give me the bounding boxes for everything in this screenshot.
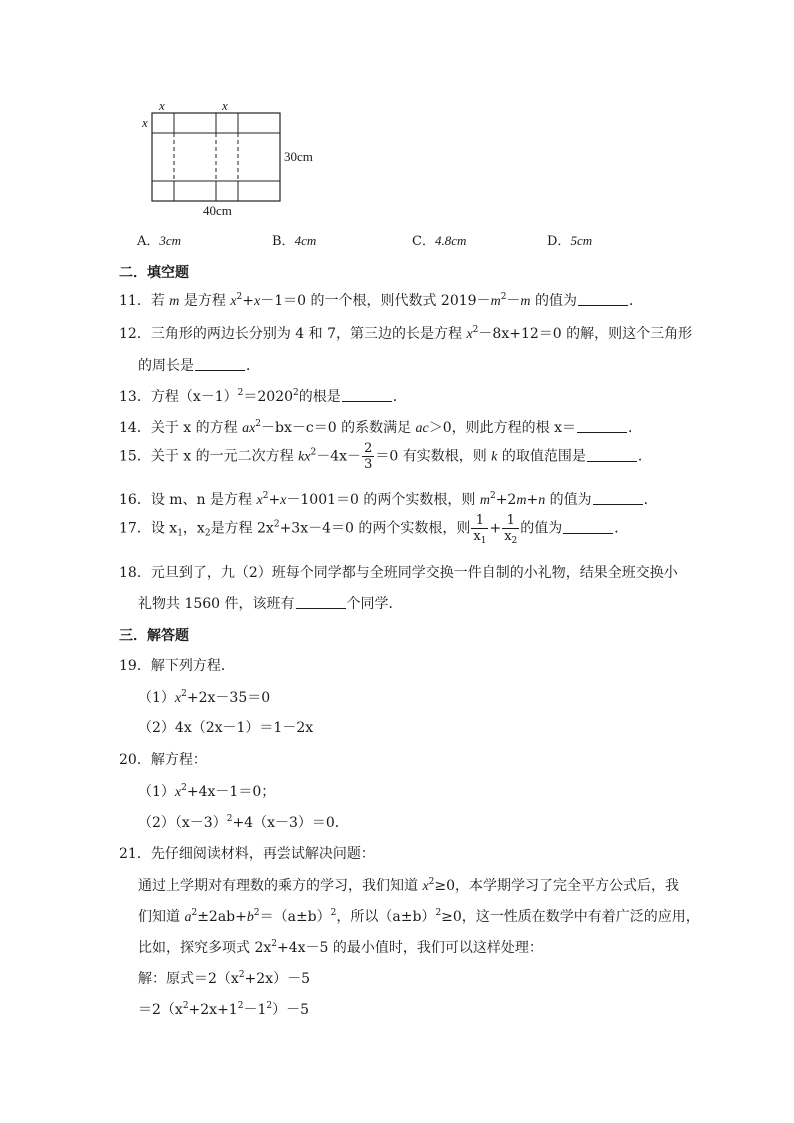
option-d: D．5cm (547, 233, 593, 249)
side-x-label: x (142, 115, 148, 130)
question-18: 18．元旦到了，九（2）班每个同学都与全班同学交换一件自制的小礼物，结果全班交换小 (119, 565, 678, 581)
answer-blank (587, 449, 637, 462)
question-21-line4: 解：原式$=2(x^2+2x)-5$ (138, 970, 310, 987)
answer-blank (577, 420, 627, 433)
question-18-line2: 礼物共 1560 件，该班有 个同学． (138, 596, 403, 612)
section-solve-heading: 三．解答题 (119, 628, 189, 644)
question-12: 12．三角形的两边长分别为 4 和 7，第三边的长是方程 $x^2-8x+12=0$ 的解，则这个三角形 (119, 325, 693, 342)
question-20-part1: $(1)x^2+4x-1=0$； (138, 783, 276, 800)
option-a: A．3cm (137, 233, 182, 249)
question-21-line1: 通过上学期对有理数的乘方的学习，我们知道 $x^2\ge 0$，本学期学习了完全平方公式后，我 (138, 877, 680, 894)
top-x-label-left: x (159, 98, 165, 113)
question-15: 15．关于 x 的一元二次方程 $kx^2-4x-$ $\frac{2}{3}$ ＝0 有实数根，则 k 的取值范围是 ． (119, 441, 652, 472)
section-fill-heading: 二．填空题 (119, 265, 189, 281)
answer-blank (578, 293, 628, 306)
fraction-1-over-x2: $\frac{1}{x_2}$ (504, 513, 518, 546)
question-17: 17．设 $x_1$，$x_2$是方程 $2x^2+3x-4=0$ 的两个实数根，则 $\frac{1}{x_1}$ + $\frac{1}{x_2}$ 的值为 ． (119, 513, 629, 546)
fraction-2-3: $\frac{2}{3}$ (364, 441, 373, 472)
height-label: 30cm (284, 149, 313, 164)
question-13: 13．方程$(x-1)^2=2020^2$的根是 ． (119, 388, 407, 405)
question-20: 20．解方程： (119, 752, 207, 768)
question-19-part2: （2）4x（2x－1）＝1－2x (138, 720, 314, 736)
option-c: C．4.8cm (412, 233, 467, 249)
question-19-part1: $(1)x^2+2x-35=0$ (138, 689, 271, 706)
question-21-line2: 们知道 $a^2\pm 2ab+b^2=(a\pm b)^2$，所以$(a\pm b)^2\ge 0$，这一性质在数学中有着广泛的应用， (138, 908, 700, 925)
question-21-line5: $=2(x^2+2x+1^2-1^2)-5$ (138, 1001, 310, 1018)
question-21: 21．先仔细阅读材料，再尝试解决问题： (119, 846, 375, 862)
question-19: 19．解下列方程． (119, 658, 235, 674)
top-x-label-right: x (222, 98, 228, 113)
question-14: 14．关于 x 的方程 $ax^2-bx-c=0$ 的系数满足 ac＞0，则此方程的根 x＝ ． (119, 419, 643, 436)
answer-blank (195, 358, 245, 371)
width-label: 40cm (203, 203, 232, 218)
question-11: 11．若 m 是方程 $x^2+x-1=0$ 的一个根，则代数式 $2019-m^2-m$ 的值为 ． (119, 292, 643, 309)
question-12-line2: 的周长是 ． (138, 358, 260, 374)
question-20-part2: $(2)(x-3)^2+4(x-3)=0$． (138, 814, 349, 831)
answer-blank (563, 521, 613, 534)
answer-blank (342, 389, 392, 402)
answer-blank (593, 492, 643, 505)
option-b: B．4cm (272, 233, 317, 249)
answer-blank (296, 596, 346, 609)
question-21-line3: 比如，探究多项式 $2x^2+4x-5$ 的最小值时，我们可以这样处理： (138, 939, 543, 956)
question-16: 16．设 m、n 是方程 $x^2+x-1001=0$ 的两个实数根，则 $m^2+2m+n$ 的值为 ． (119, 491, 658, 508)
fraction-1-over-x1: $\frac{1}{x_1}$ (473, 513, 487, 546)
